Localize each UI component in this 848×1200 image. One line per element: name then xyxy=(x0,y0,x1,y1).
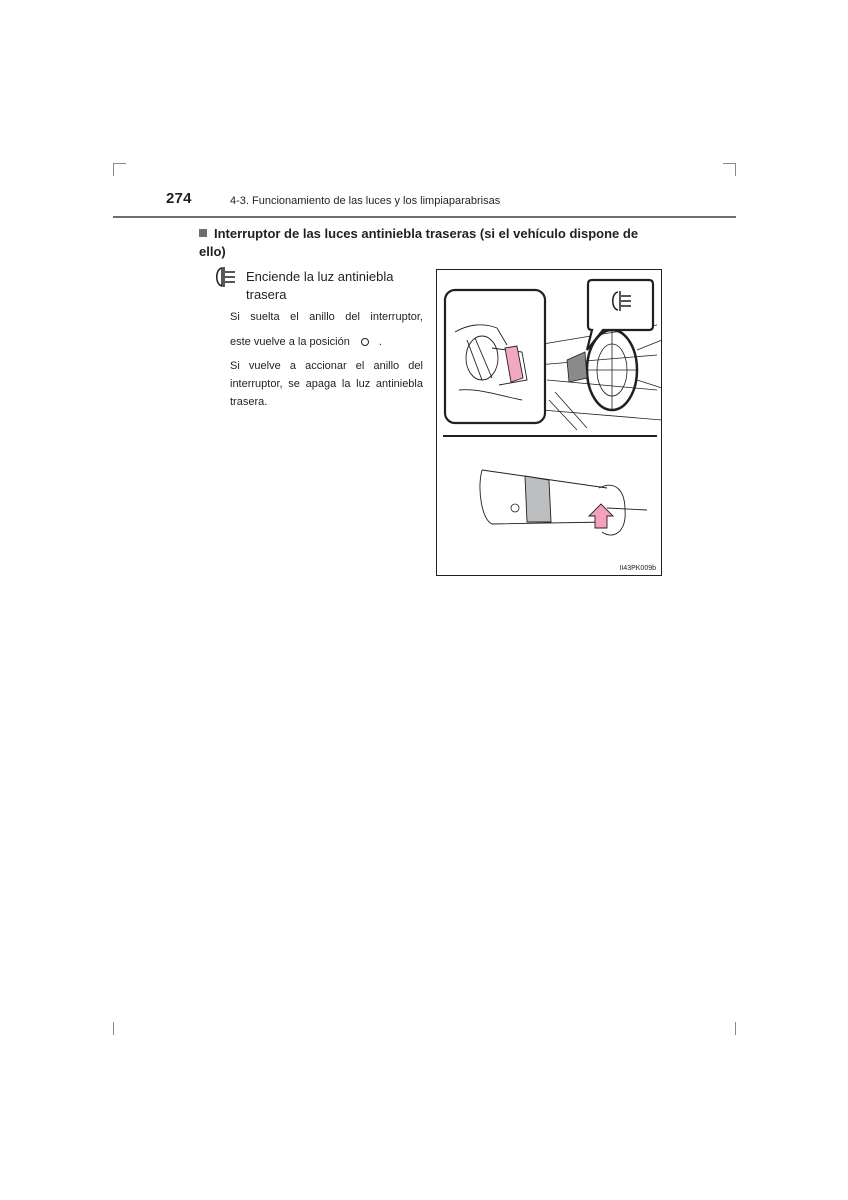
section-title xyxy=(199,225,661,261)
return-position-text: este vuelve a la posición xyxy=(230,336,350,348)
page-number: 274 xyxy=(166,190,192,207)
running-head: 4-3. Funcionamiento de las luces y los limpiaparabrisas xyxy=(230,195,501,207)
crop-mark-top-right-v xyxy=(735,163,736,176)
lever-closeup xyxy=(480,470,647,535)
zoom-inset-box xyxy=(445,290,545,423)
crop-mark-top-left-v xyxy=(113,163,114,176)
paragraph-release-ring: Si suelta el anillo del interruptor, xyxy=(230,311,423,323)
rear-fog-light-icon xyxy=(213,266,239,288)
switch-lever-shape xyxy=(567,352,587,382)
fog-description: Enciende la luz antiniebla trasera xyxy=(246,269,394,302)
paragraph-return-position xyxy=(230,333,382,351)
off-position-icon xyxy=(361,338,369,346)
illustration-drawing xyxy=(437,270,663,577)
lever-ring xyxy=(525,476,551,522)
illustration-figure xyxy=(436,269,662,576)
lever-symbol-light xyxy=(511,504,519,512)
section-title-text: Interruptor de las luces antiniebla traseras (si el vehículo dispone de ello) xyxy=(199,226,639,259)
crop-mark-top-left-h xyxy=(113,163,126,164)
rotate-arrow xyxy=(589,504,613,528)
section-bullet xyxy=(199,229,207,237)
crop-mark-bottom-left xyxy=(113,1022,114,1035)
crop-mark-bottom-right xyxy=(735,1022,736,1035)
paragraph-turn-off: Si vuelve a accionar el anillo del interruptor, se apaga la luz antiniebla trasera. xyxy=(230,360,423,408)
return-position-end: . xyxy=(378,336,382,348)
figure-code: II43PK009b xyxy=(619,565,656,572)
header-rule xyxy=(113,216,736,218)
crop-mark-top-right-h xyxy=(723,163,736,164)
